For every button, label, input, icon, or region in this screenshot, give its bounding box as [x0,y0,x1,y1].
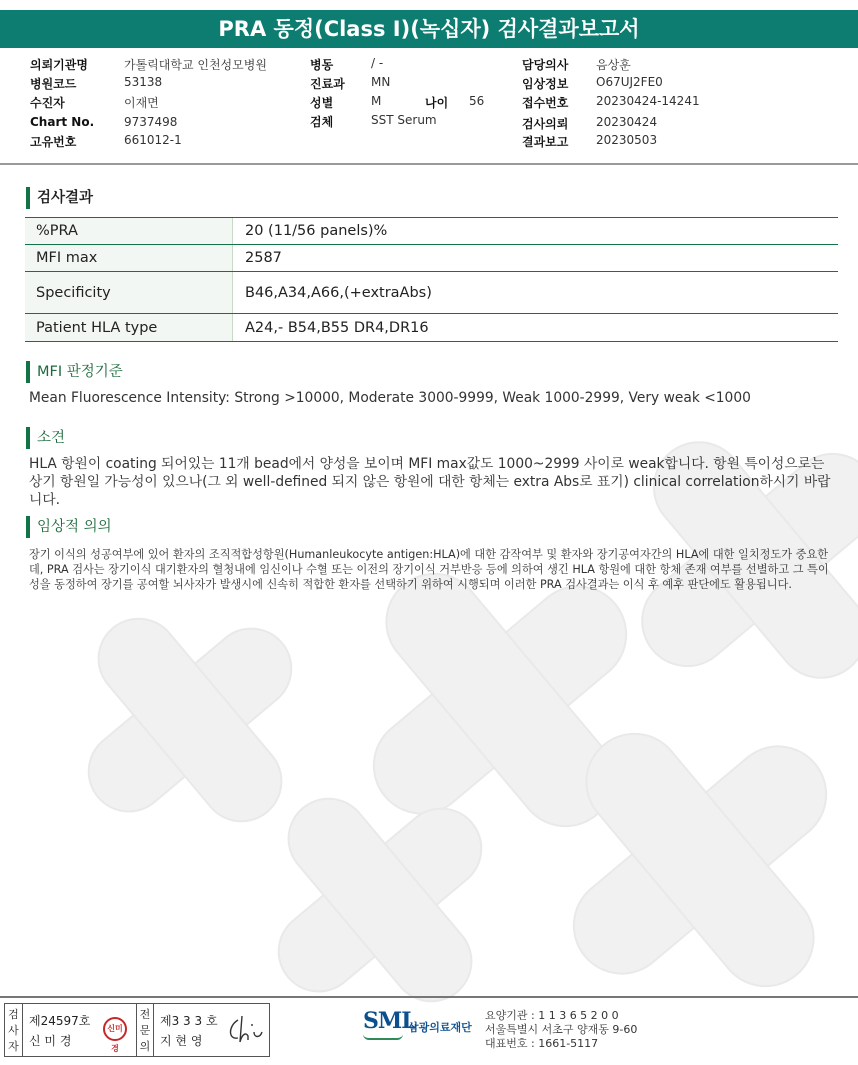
report-header [0,56,858,156]
clinical-significance-text: 장기 이식의 성공여부에 있어 환자의 조직적합성항원(Humanleukocyte antigen:HLA)에 대한 감작여부 및 환자와 장기공여자간의 HLA에 대한 일치정도가 중요한데, PRA 검사는 장기이식 대기환자의 혈청내에 임신이나 수혈 또는 이전의 장기이식 거부반응 등에 의하여 생긴 HLA 항원에 대한 항체 존재 여부를 선별하고 그 특이성을 동정하여 장기를 공여할 뇌사자가 발생시에 신속히 적합한 환자를 선택하기 위하여 시행되며 이러한 PRA 검사결과는 이식 후 예후 판단에도 활용됩니다. [29,548,829,591]
logo-swoosh-icon [363,1034,403,1040]
label-chart-no: Chart No. [30,115,95,129]
specialist-vertical-label: 전 문 의 [136,1004,154,1056]
specialist-name: 지 현 영 [160,1034,203,1048]
opinion-text: HLA 항원이 coating 되어있는 11개 bead에서 양성을 보이며 MFI max값도 1000~2999 사이로 weak합니다. 항원 특이성으로는 상기 항원일 가능성이 있으나(그 외 well-defined 되지 않은 항원에 대한 항체는 extra Abs로 표기) clinical correlation하시기 바랍니다. [29,456,831,508]
label-hospital-code: 병원코드 [30,77,77,91]
label-patient: 수진자 [30,96,65,110]
institution-code: 요양기관 : 1 1 3 6 5 2 0 0 [485,1009,619,1022]
table-row [25,272,838,314]
table-row [25,245,838,272]
label-result-report: 결과보고 [522,135,569,149]
value-unique-no: 661012-1 [124,133,182,147]
report-title: PRA 동정(Class I)(녹십자) 검사결과보고서 [0,10,858,48]
value-age: 56 [469,94,485,108]
label-sex: 성별 [310,96,334,110]
inspector-license: 제24597호 [29,1014,91,1028]
result-value-mfi-max: 2587 [245,250,282,266]
table-row [25,218,838,245]
section-title-opinion: 소견 [26,427,65,449]
signature-scribble-icon [226,1012,266,1046]
label-clinical-info: 임상정보 [522,77,569,91]
section-title-clinical-significance: 임상적 의의 [26,516,112,538]
section-title-mfi-criteria: MFI 판정기준 [26,361,123,383]
value-patient: 이재면 [124,96,159,110]
result-label-specificity: Specificity [25,272,233,313]
label-age: 나이 [425,96,449,110]
header-divider [0,163,858,165]
result-value-specificity: B46,A34,A66,(+extraAbs) [245,284,432,301]
value-ward: / - [371,56,384,70]
signature-box [4,1003,270,1057]
footer-divider [0,996,858,998]
inspector-vertical-label: 검 사 자 [5,1004,23,1056]
value-requesting-institution: 가톨릭대학교 인천성모병원 [124,58,267,72]
inspector-signature [23,1004,136,1056]
label-test-request: 검사의뢰 [522,117,569,131]
value-clinical-info: O67UJ2FE0 [596,75,663,89]
value-test-request: 20230424 [596,115,658,129]
value-physician: 음상훈 [596,58,631,72]
mfi-criteria-text: Mean Fluorescence Intensity: Strong >10000, Moderate 3000-9999, Weak 1000-2999, Very weak <1000 [29,390,751,406]
label-requesting-institution: 의뢰기관명 [30,58,88,72]
institution-phone: 대표번호 : 1661-5117 [485,1037,599,1050]
sml-logo [363,1006,481,1050]
label-specimen: 검체 [310,115,334,129]
label-department: 진료과 [310,77,345,91]
result-label-mfi-max: MFI max [25,245,233,271]
specialist-signature [154,1004,269,1056]
sml-logo-text: SML [363,1008,416,1034]
value-department: MN [371,75,391,89]
value-hospital-code: 53138 [124,75,163,89]
value-sex: M [371,94,382,108]
sml-logo-name: 삼광의료재단 [408,1021,472,1034]
institution-address: 서울특별시 서초구 양재동 9-60 [485,1023,638,1036]
value-specimen: SST Serum [371,113,437,127]
label-ward: 병동 [310,58,334,72]
label-unique-no: 고유번호 [30,135,77,149]
result-value-hla-type: A24,- B54,B55 DR4,DR16 [245,319,429,336]
value-result-report: 20230503 [596,133,658,147]
result-value-pra: 20 (11/56 panels)% [245,223,388,239]
label-physician: 담당의사 [522,58,569,72]
institution-info [485,1009,637,1051]
results-table [25,217,838,342]
result-label-pra: %PRA [25,218,233,244]
specialist-license: 제3 3 3 호 [160,1014,218,1028]
inspector-name: 신 미 경 [29,1034,72,1048]
value-chart-no: 9737498 [124,115,178,129]
section-title-results: 검사결과 [26,187,93,209]
value-receipt-no: 20230424-14241 [596,94,700,108]
label-receipt-no: 접수번호 [522,96,569,110]
result-label-hla-type: Patient HLA type [25,314,233,341]
inspector-seal-icon: 신미경 [103,1017,127,1041]
table-row [25,314,838,342]
